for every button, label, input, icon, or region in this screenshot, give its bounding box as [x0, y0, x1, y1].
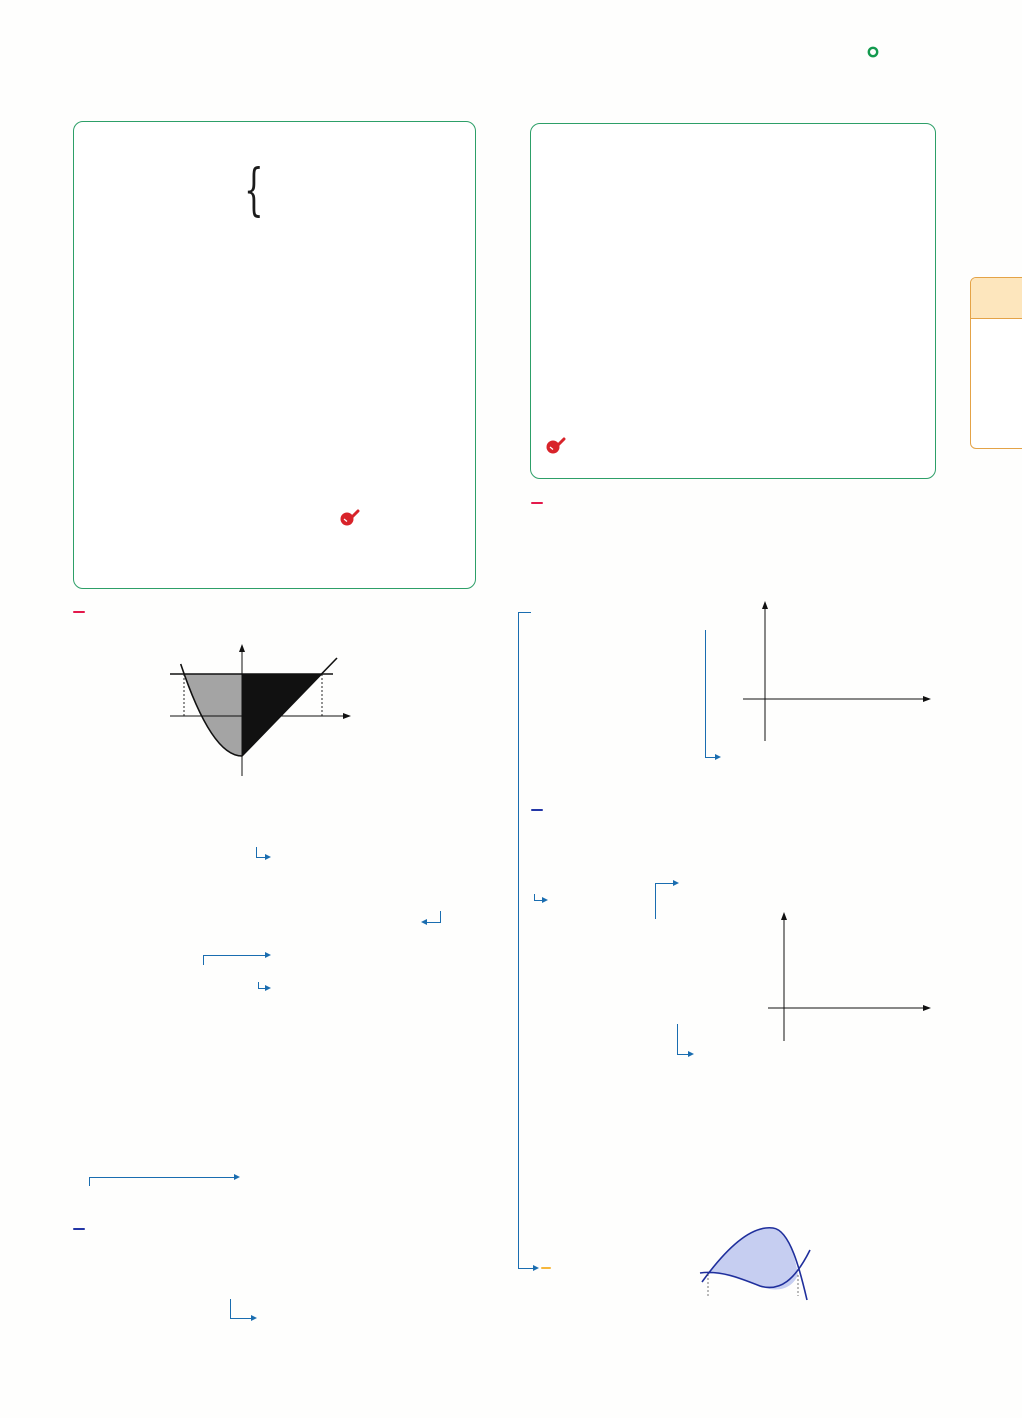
- graph-046-step1: [743, 601, 931, 741]
- y-axis-arrow-icon: [781, 912, 787, 920]
- note-connector: [705, 630, 717, 758]
- graph-memo: [700, 1228, 810, 1300]
- problem-box-046: [530, 123, 936, 479]
- arrow-right-icon: [533, 1265, 539, 1271]
- arrow-right-icon: [265, 854, 271, 860]
- y-axis-arrow-icon: [239, 644, 245, 652]
- x-axis-arrow-icon: [923, 696, 931, 702]
- note-connector: [203, 955, 267, 965]
- arrow-right-icon: [265, 985, 271, 991]
- x-axis-arrow-icon: [343, 713, 351, 719]
- problem-box-045: [73, 121, 476, 589]
- arrow-right-icon: [715, 754, 721, 760]
- piecewise-brace: {: [244, 157, 264, 223]
- step1-badge: [73, 611, 85, 613]
- arrow-right-icon: [251, 1315, 257, 1321]
- arrow-right-icon: [673, 880, 679, 886]
- arrow-right-icon: [542, 897, 548, 903]
- circle-icon: [869, 48, 877, 56]
- step1-badge: [531, 502, 543, 504]
- graph-046-step2: [768, 912, 931, 1041]
- bracket-connector: [518, 612, 531, 1269]
- check-mark-icon: [545, 437, 567, 455]
- chapter-roman-numeral: [971, 278, 1022, 319]
- check-mark-icon: [339, 509, 361, 527]
- note-connector: [230, 1299, 253, 1319]
- arrow-left-icon: [421, 919, 427, 925]
- arrow-right-icon: [688, 1051, 694, 1057]
- step2-badge: [531, 809, 543, 811]
- arrow-right-icon: [234, 1174, 240, 1180]
- x-axis-arrow-icon: [923, 1005, 931, 1011]
- note-connector: [89, 1177, 236, 1186]
- note-connector: [655, 883, 675, 919]
- chapter-title-vertical: [971, 319, 1022, 333]
- graph-045-step1: [170, 644, 351, 776]
- y-axis-arrow-icon: [762, 601, 768, 609]
- memo-badge: [541, 1267, 551, 1269]
- note-connector: [426, 911, 441, 923]
- bracket-connector: [518, 1268, 534, 1269]
- chapter-tab[interactable]: [970, 277, 1022, 449]
- step2-badge: [73, 1228, 85, 1230]
- arrow-right-icon: [265, 952, 271, 958]
